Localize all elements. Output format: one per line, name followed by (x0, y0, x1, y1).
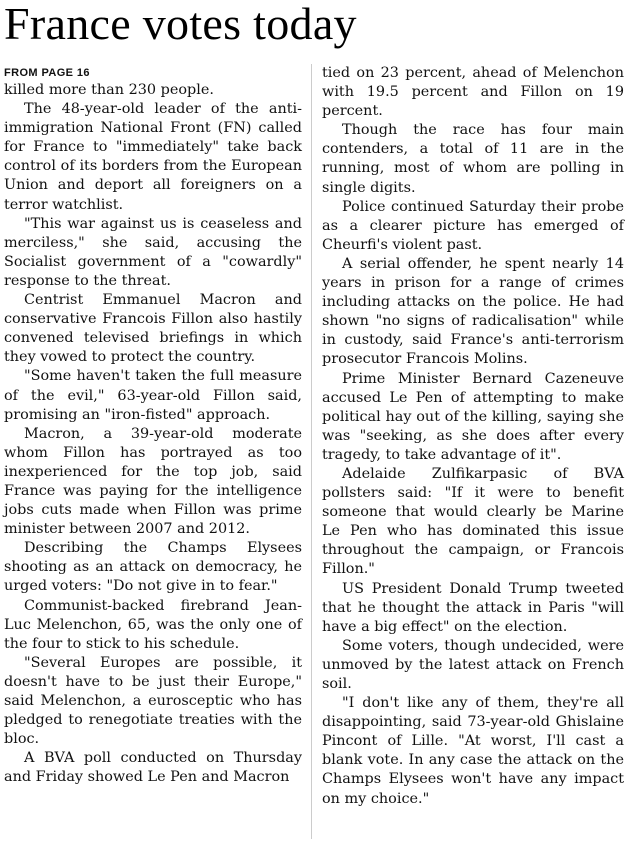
paragraph: Centrist Emmanuel Macron and conservative Francois Fillon also hastily convened televised briefings in which they vowed to protect the country. (4, 292, 302, 366)
paragraph: "Several Europes are possible, it doesn't have to be just their Europe," said Melenchon, a eurosceptic who has pledged to renegotiate treaties with the bloc. (4, 654, 302, 748)
paragraph: tied on 23 percent, ahead of Melenchon with 19.5 percent and Fillon on 19 percent. (322, 65, 624, 120)
article-column-left (4, 64, 302, 787)
paragraph: Macron, a 39-year-old moderate whom Fillon has portrayed as too inexperienced for the top job, said France was paying for the intelligence jobs cuts made when Fillon was prime minister between 2007 and 2012. (4, 425, 302, 538)
paragraph: The 48-year-old leader of the anti-immigration National Front (FN) called for France to "immediately" take back control of its borders from the European Union and deport all foreigners on a terror watchlist. (4, 101, 302, 213)
paragraph: "This war against us is ceaseless and merciless," she said, accusing the Socialist government of a "cowardly" response to the threat. (4, 215, 302, 289)
article-column-right (322, 64, 624, 809)
paragraph: Communist-backed firebrand Jean-Luc Melenchon, 65, was the only one of the four to stick to his schedule. (4, 597, 302, 652)
column-divider (311, 64, 312, 839)
paragraph: Prime Minister Bernard Cazeneuve accused Le Pen of attempting to make political hay out of the killing, saying she was "seeking, as she does after every tragedy, to take advantage of it". (322, 370, 624, 463)
paragraph: A BVA poll conducted on Thursday and Friday showed Le Pen and Macron (4, 750, 302, 786)
paragraph: US President Donald Trump tweeted that he thought the attack in Paris "will have a big effect" on the election. (322, 580, 624, 635)
paragraph: "Some haven't taken the full measure of the evil," 63-year-old Fillon said, promising an "iron-fisted" approach. (4, 368, 302, 423)
paragraph: Adelaide Zulfikarpasic of BVA pollsters said: "If it were to benefit someone that would clearly be Marine Le Pen who has dominated this issue throughout the campaign, or Francois Fillon." (322, 465, 624, 578)
paragraph: Though the race has four main contenders, a total of 11 are in the running, most of whom are polling in single digits. (322, 122, 624, 196)
paragraph: Police continued Saturday their probe as a clearer picture has emerged of Cheurfi's violent past. (322, 198, 624, 253)
paragraph: Describing the Champs Elysees shooting as an attack on democracy, he urged voters: "Do not give in to fear." (4, 540, 302, 595)
jump-line: FROM PAGE 16 (4, 67, 90, 79)
paragraph: A serial offender, he spent nearly 14 years in prison for a range of crimes including attacks on the police. He had shown "no signs of radicalisation" while in custody, said France's anti-terrorism prosecutor Francois Molins. (322, 255, 624, 368)
paragraph: killed more than 230 people. (4, 82, 214, 98)
headline: France votes today (4, 0, 357, 49)
paragraph: Some voters, though undecided, were unmoved by the latest attack on French soil. (322, 637, 624, 692)
paragraph: "I don't like any of them, they're all disappointing, said 73-year-old Ghislaine Pincont of Lille. "At worst, I'll cast a blank vote. In any case the attack on the Champs Elysees won't have any impact on my choice." (322, 695, 624, 807)
